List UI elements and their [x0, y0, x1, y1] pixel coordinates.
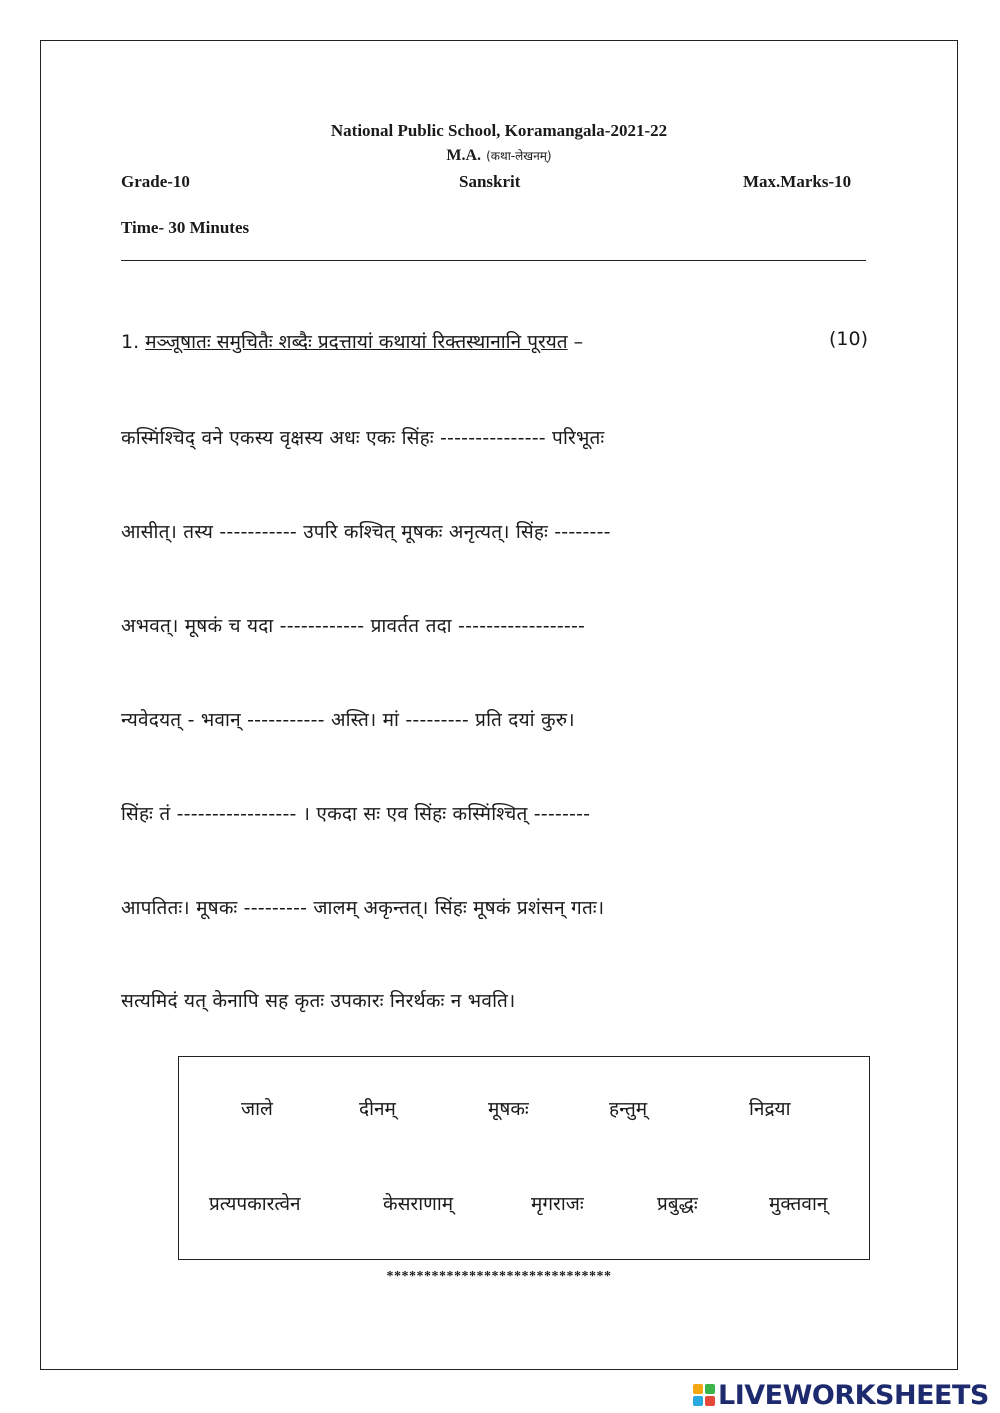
story-line-6: आपतितः। मूषकः --------- जालम् अकृन्तत्। सिंहः मूषकं प्रशंसन् गतः।: [121, 897, 605, 919]
question-dash: –: [567, 331, 584, 353]
subject-label: Sanskrit: [459, 172, 521, 191]
question-number: 1.: [121, 331, 140, 353]
word-bank-item: निद्रया: [749, 1098, 791, 1120]
logo-square-icon: [693, 1384, 703, 1394]
liveworksheets-logo-icon: [693, 1384, 715, 1406]
word-bank-item: मुक्तवान्: [769, 1193, 828, 1215]
logo-square-icon: [705, 1396, 715, 1406]
logo-square-icon: [705, 1384, 715, 1394]
word-bank-item: केसराणाम्: [383, 1193, 454, 1215]
liveworksheets-logo[interactable]: [693, 1378, 989, 1412]
word-bank-item: प्रबुद्धः: [657, 1193, 698, 1215]
ma-label: M.A.: [446, 147, 482, 164]
ma-topic: (कथा-लेखनम्): [486, 149, 552, 163]
word-bank-box: [178, 1056, 870, 1260]
logo-square-icon: [693, 1396, 703, 1406]
end-of-paper-stars: ******************************: [386, 1269, 612, 1284]
story-line-4: न्यवेदयत् - भवान् ----------- अस्ति। मां --------- प्रति दयां कुरु।: [121, 709, 575, 731]
word-bank-item: जाले: [241, 1098, 273, 1120]
assessment-title: [41, 145, 957, 165]
story-line-5: सिंहः तं ----------------- । एकदा सः एव सिंहः कस्मिंश्चित् --------: [121, 803, 591, 825]
liveworksheets-logo-text: LIVEWORKSHEETS: [718, 1379, 989, 1411]
question-instruction: [121, 328, 583, 354]
grade-label: Grade-10: [121, 172, 190, 191]
time-label: Time- 30 Minutes: [121, 218, 250, 237]
word-bank-item: हन्तुम्: [609, 1098, 648, 1120]
story-line-7: सत्यमिदं यत् केनापि सह कृतः उपकारः निरर्थकः न भवति।: [121, 990, 516, 1012]
question-text: मञ्जूषातः समुचितैः शब्दैः प्रदत्तायां कथायां रिक्तस्थानानि पूरयत: [145, 331, 568, 353]
header-divider: [121, 260, 866, 261]
story-line-3: अभवत्। मूषकं च यदा ------------ प्रावर्तत तदा ------------------: [121, 615, 586, 637]
worksheet-page: [40, 40, 958, 1370]
word-bank-item: मूषकः: [488, 1098, 529, 1120]
word-bank-item: मृगराजः: [531, 1193, 584, 1215]
word-bank-item: प्रत्यपकारत्वेन: [209, 1193, 301, 1215]
word-bank-item: दीनम्: [359, 1098, 396, 1120]
story-line-1: कस्मिंश्चिद् वने एकस्य वृक्षस्य अधः एकः सिंहः --------------- परिभूतः: [121, 427, 605, 449]
max-marks-label: Max.Marks-10: [743, 172, 852, 191]
school-title: National Public School, Koramangala-2021-22: [330, 121, 668, 140]
question-marks: (10): [829, 328, 869, 350]
story-line-2: आसीत्। तस्य ----------- उपरि कश्चित् मूषकः अनृत्यत्। सिंहः --------: [121, 521, 611, 543]
